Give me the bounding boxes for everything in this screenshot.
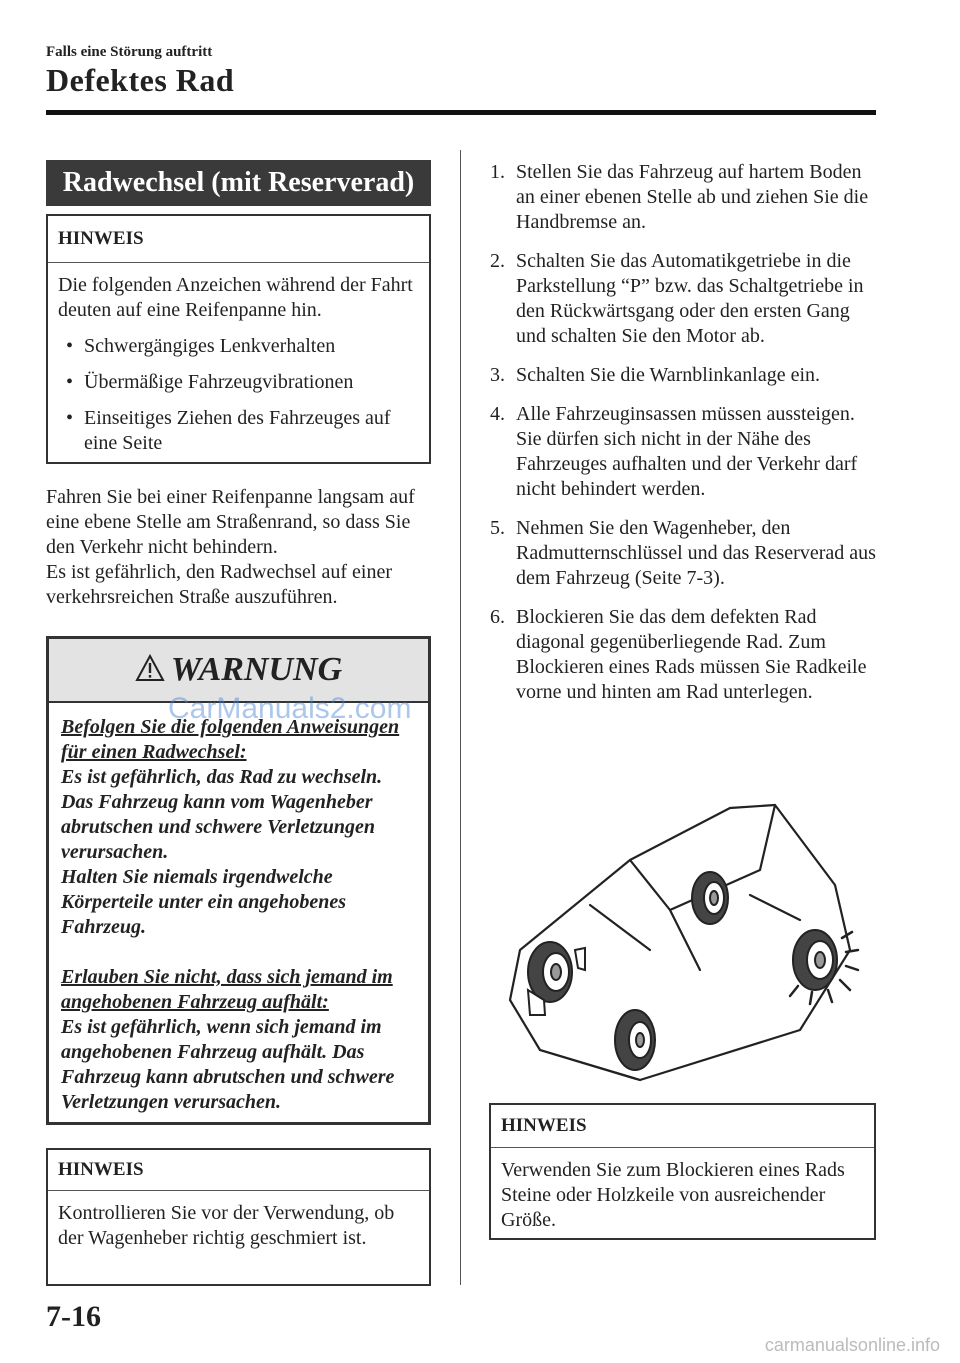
step-text: Schalten Sie das Automatikgetriebe in die Parkstellung “P” bzw. das Schaltgetriebe in den Rückwärtsgang oder den ersten Gang und schalten Sie den Motor ab. — [516, 250, 864, 347]
step-number: 4. — [490, 403, 505, 425]
warning-title: WARNUNG — [170, 651, 343, 688]
step-text: Stellen Sie das Fahrzeug auf hartem Boden an einer ebenen Stelle ab und ziehen Sie die Handbremse an. — [516, 161, 869, 233]
note-box-wedges — [489, 1103, 876, 1240]
list-item — [490, 249, 882, 349]
intro-paragraph-1: Fahren Sie bei einer Reifenpanne langsam auf eine ebene Stelle am Straßenrand, so dass Sie den Verkehr nicht behindern. — [46, 486, 415, 558]
section-heading: Radwechsel (mit Reserverad) — [46, 160, 431, 206]
warning-triangle-icon — [135, 641, 165, 703]
note-body: Kontrollieren Sie vor der Verwendung, ob der Wagenheber richtig geschmiert ist. — [58, 1202, 395, 1249]
list-item — [490, 516, 882, 591]
column-divider — [460, 150, 461, 1285]
note-box-symptoms — [46, 214, 431, 464]
car-wheel-block-illustration — [500, 800, 870, 1090]
note-intro: Die folgenden Anzeichen während der Fahrt deuten auf eine Reifenpanne hin. — [58, 274, 413, 321]
intro-paragraph — [46, 485, 438, 610]
step-number: 5. — [490, 517, 505, 539]
note-box-jack — [46, 1148, 431, 1286]
list-item: • Einseitiges Ziehen des Fahrzeuges auf eine Seite — [58, 406, 419, 456]
watermark-text: CarManuals2.com — [168, 692, 412, 725]
step-number: 2. — [490, 250, 505, 272]
header-rule — [46, 110, 876, 115]
list-item — [490, 160, 882, 235]
step-number: 6. — [490, 606, 505, 628]
list-item: • Übermäßige Fahrzeugvibrationen — [58, 370, 419, 395]
step-number: 1. — [490, 161, 505, 183]
section-label: Falls eine Störung auftritt — [46, 44, 213, 60]
warning-heading-2: Erlauben Sie nicht, dass sich jemand im angehobenen Fahrzeug aufhält: — [61, 966, 393, 1013]
page-title: Defektes Rad — [46, 62, 235, 98]
list-item: • Schwergängiges Lenkverhalten — [58, 334, 419, 359]
step-number: 3. — [490, 364, 505, 386]
note-body — [48, 263, 429, 464]
symptom-list — [58, 334, 419, 456]
list-item — [490, 363, 882, 388]
warning-text-3: Es ist gefährlich, wenn sich jemand im angehobenen Fahrzeug aufhält. Das Fahrzeug kann abrutschen und schwere Verletzungen verursachen. — [61, 1016, 395, 1113]
note-label: HINWEIS — [491, 1105, 874, 1148]
list-item — [490, 605, 882, 705]
footer-url: carmanualsonline.info — [764, 1335, 940, 1355]
warning-text-1: Es ist gefährlich, das Rad zu wechseln. Das Fahrzeug kann vom Wagenheber abrutschen und schwere Verletzungen verursachen. — [61, 766, 383, 863]
warning-body — [49, 703, 428, 1115]
procedure-steps — [490, 160, 882, 719]
intro-paragraph-2: Es ist gefährlich, den Radwechsel auf einer verkehrsreichen Straße auszuführen. — [46, 561, 392, 608]
step-text: Blockieren Sie das dem defekten Rad diagonal gegenüberliegende Rad. Zum Blockieren eines Rads müssen Sie Radkeile vorne und hinten am Rad unterlegen. — [516, 606, 867, 703]
warning-heading-1: Befolgen Sie die folgenden Anweisungen für einen Radwechsel: — [61, 716, 400, 763]
list-item — [490, 402, 882, 502]
page-number: 7-16 — [46, 1300, 101, 1333]
step-text: Alle Fahrzeuginsassen müssen aussteigen. Sie dürfen sich nicht in der Nähe des Fahrzeuges aufhalten und der Verkehr darf nicht behindert werden. — [516, 403, 858, 500]
warning-text-2: Halten Sie niemals irgendwelche Körperteile unter ein angehobenes Fahrzeug. — [61, 866, 347, 938]
note-body: Verwenden Sie zum Blockieren eines Rads Steine oder Holzkeile von ausreichender Größe. — [501, 1159, 845, 1231]
note-label: HINWEIS — [48, 1150, 429, 1191]
step-text: Nehmen Sie den Wagenheber, den Radmutternschlüssel und das Reserverad aus dem Fahrzeug (Seite 7-3). — [516, 517, 876, 589]
note-label: HINWEIS — [48, 216, 429, 263]
step-text: Schalten Sie die Warnblinkanlage ein. — [516, 364, 821, 386]
